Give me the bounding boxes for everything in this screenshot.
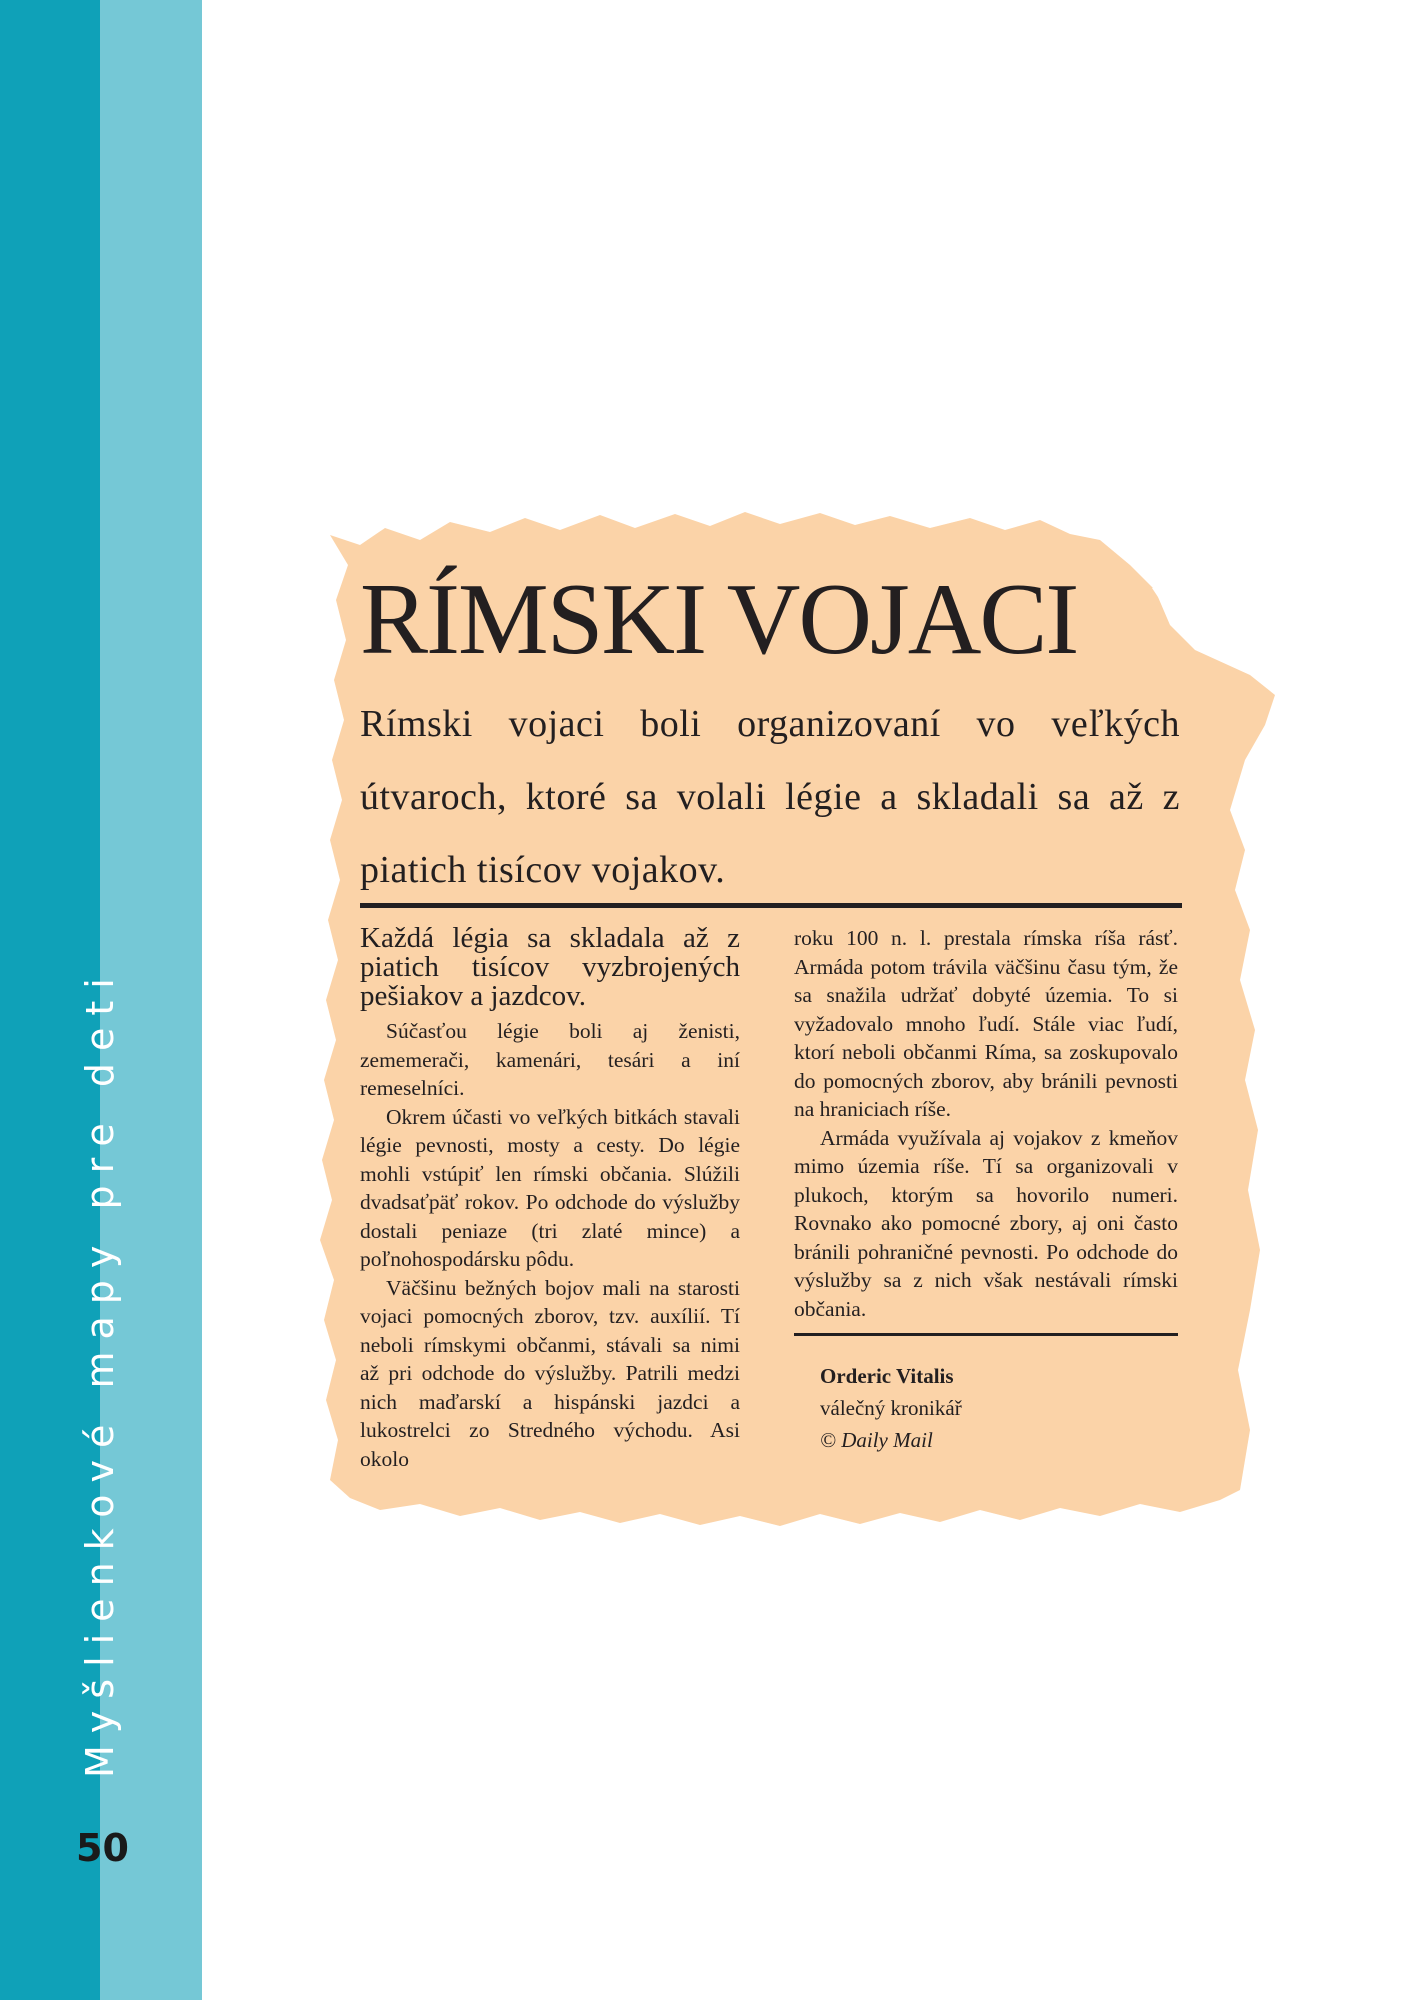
article-lead: Rímski vojaci boli organizovaní vo veľkých útvaroch, ktoré sa volali légie a skladali sa až z piatich tisícov vojakov. <box>360 703 1180 891</box>
paragraph: roku 100 n. l. prestala rímska ríša rásť. Armáda potom trávila väčšinu času tým, že sa snažila udržať dobyté územia. To si vyžadovalo mnoho ľudí. Stále viac ľudí, ktorí neboli občanmi Ríma, sa zoskupovalo do pomocných zborov, aby bránili pevnosti na hraniciach ríše. <box>794 926 1178 1121</box>
page-number: 50 <box>76 1826 129 1870</box>
left-column <box>360 924 740 1473</box>
left-column-heading: Každá légia sa skladala až z piatich tisícov vyzbrojených pešiakov a jazdcov. <box>360 922 740 1012</box>
credit-divider <box>794 1333 1178 1336</box>
article <box>360 560 1180 1544</box>
credit-author: Orderic Vitalis <box>820 1364 954 1388</box>
article-columns <box>360 924 1180 1544</box>
paragraph: Armáda využívala aj vojakov z kmeňov mimo územia ríše. Tí sa organizovali v plukoch, ktorým sa hovorilo numeri. Rovnako ako pomocné zbory, aj oni často bránili pohraničné pevnosti. Po odchode do výslužby sa z nich však nestávali rímski občania. <box>794 1125 1178 1321</box>
article-headline: RÍMSKI VOJACI <box>360 563 1078 676</box>
credit-source: © Daily Mail <box>820 1428 933 1452</box>
series-title: Myšlienkové mapy pre deti <box>78 966 122 1778</box>
paragraph: Väčšinu bežných bojov mali na starosti vojaci pomocných zborov, tzv. auxílií. Tí neboli rímskymi občanmi, stávali sa nimi až pri odchode do výslužby. Patrili medzi nich maďarskí a hispánski jazdci a lukostrelci zo Stredného východu. Asi okolo <box>360 1275 740 1471</box>
paragraph: Súčasťou légie boli aj ženisti, zememerači, kamenári, tesári a iní remeselníci. <box>360 1019 740 1100</box>
credit-block <box>820 1360 1178 1456</box>
paragraph: Okrem účasti vo veľkých bitkách stavali légie pevnosti, mosty a cesty. Do légie mohli vstúpiť len rímski občania. Slúžili dvadsaťpäť rokov. Po odchode do výslužby dostali peniaze (tri zlaté mince) a poľnohospodársku pôdu. <box>360 1104 740 1271</box>
right-column <box>794 924 1178 1456</box>
credit-role: válečný kronikář <box>820 1396 962 1420</box>
